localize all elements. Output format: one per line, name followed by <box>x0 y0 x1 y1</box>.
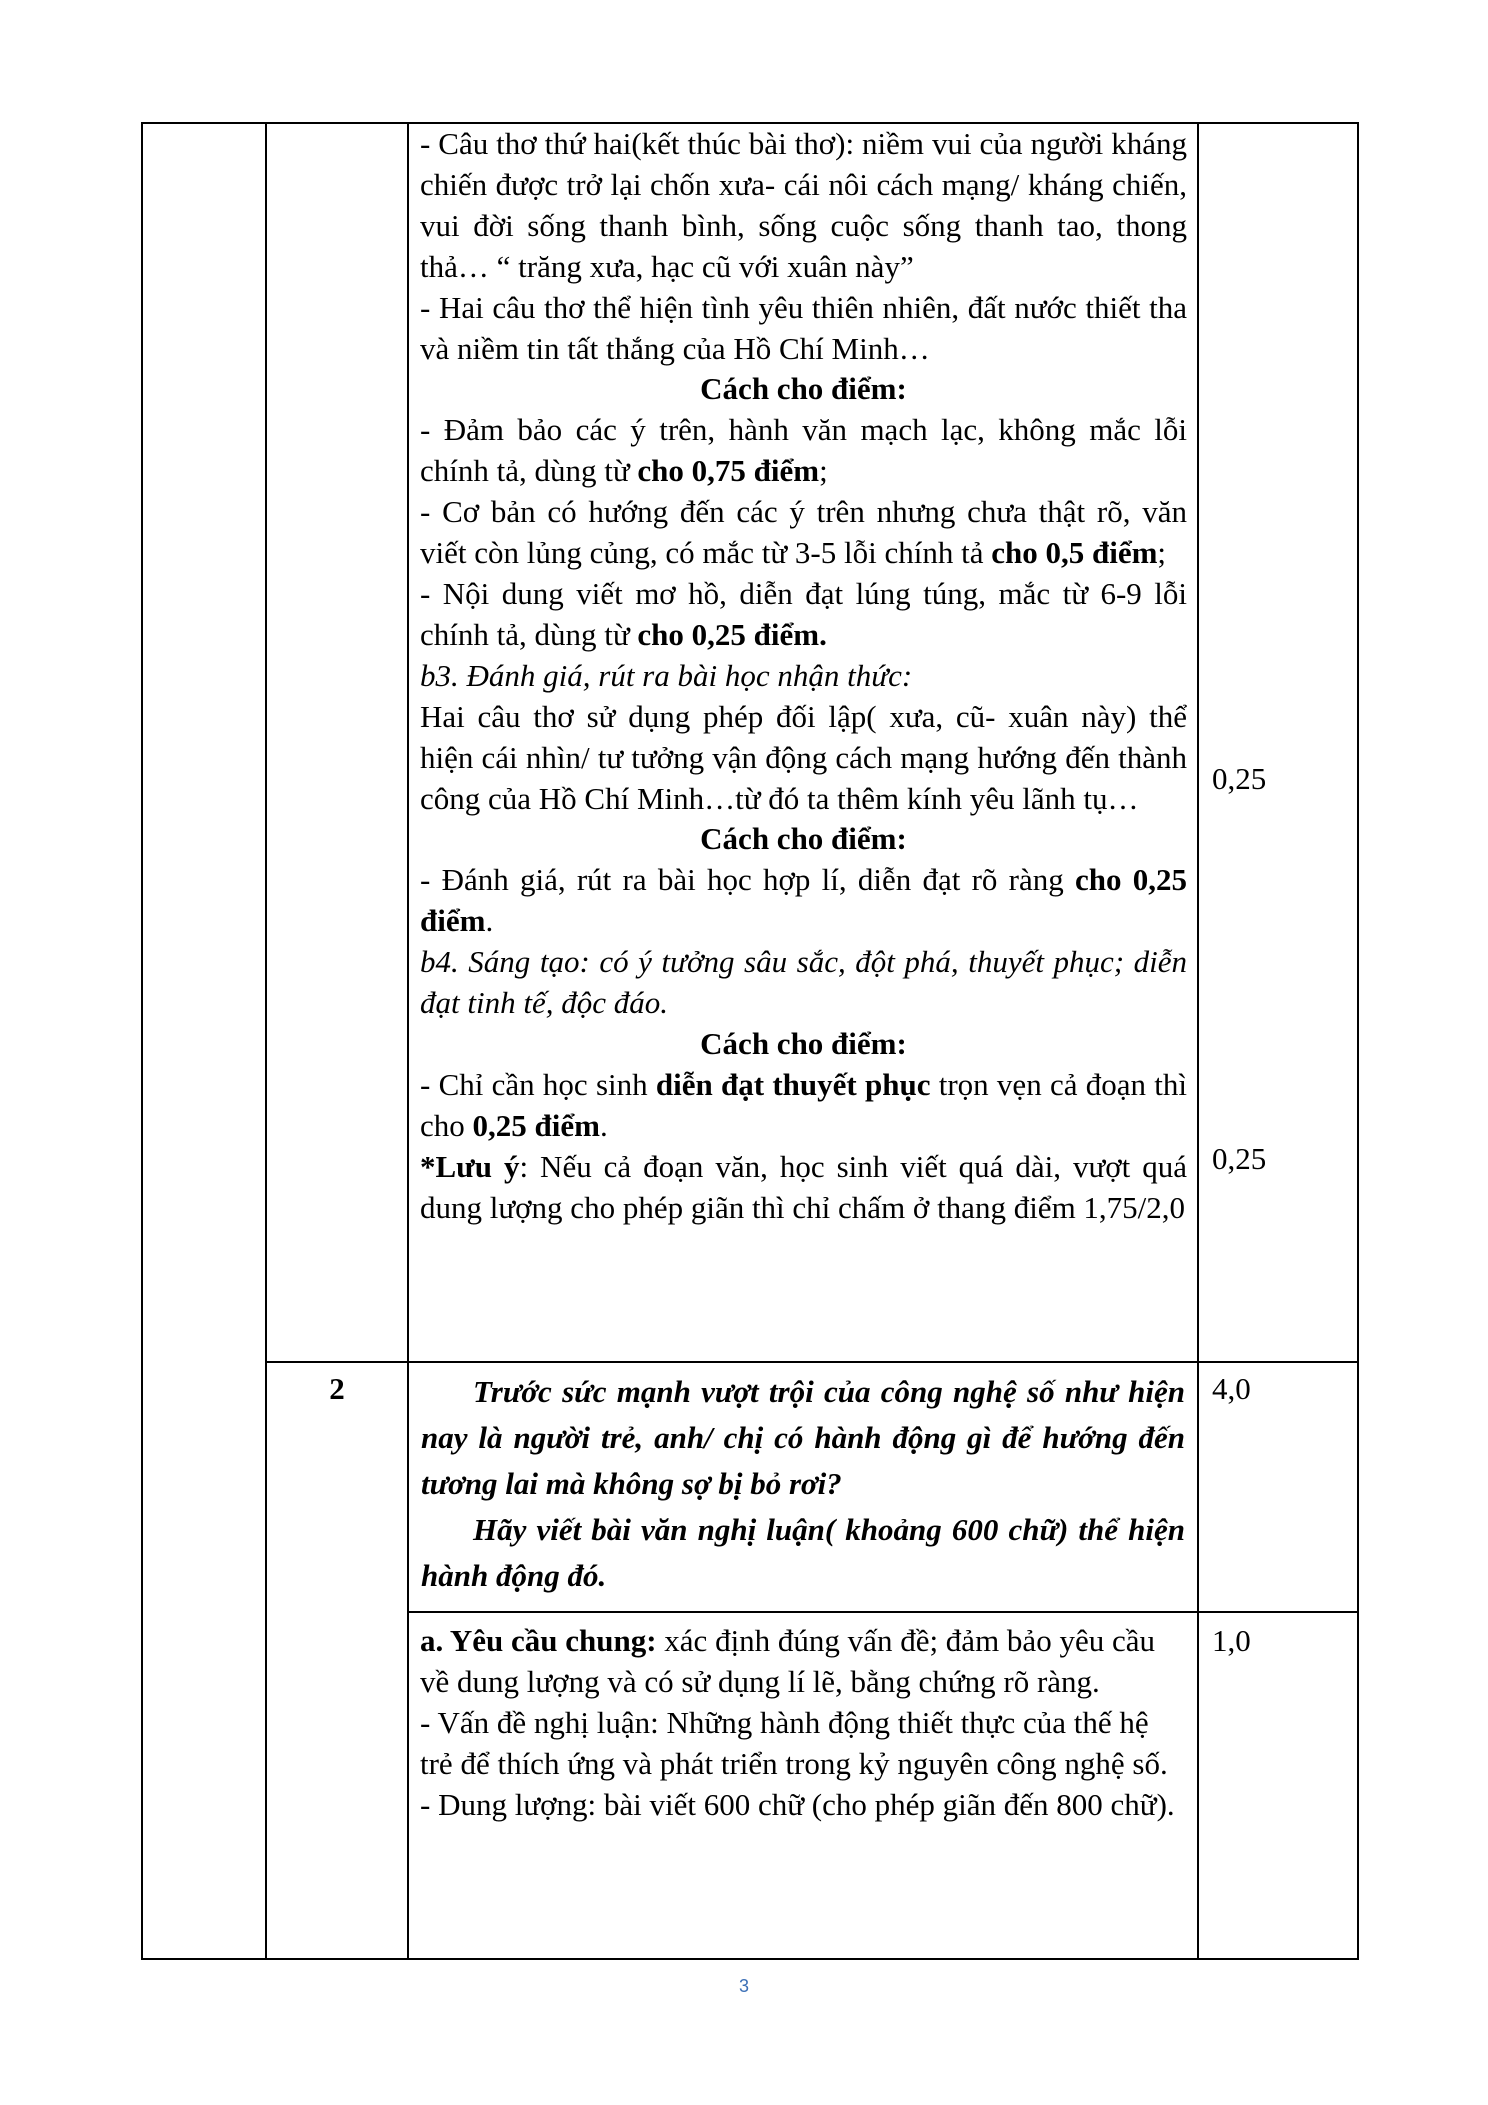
paragraph: - Câu thơ thứ hai(kết thúc bài thơ): niềm vui của người kháng chiến được trở lại chốn xưa- cái nôi cách mạng/ kháng chiến, vui đời sống thanh bình, sống cuộc sống thanh tao, thong thả… “ trăng xưa, hạc cũ với xuân này” <box>420 126 1187 284</box>
content-cell <box>408 123 1198 1362</box>
table-row <box>142 123 1358 1362</box>
requirement: - Vấn đề nghị luận: Những hành động thiết thực của thế hệ trẻ để thích ứng và phát triển trong kỷ nguyên công nghệ số. <box>420 1704 1168 1781</box>
page-number: 3 <box>738 1976 749 1996</box>
scoring-heading: Cách cho điểm: <box>700 821 907 857</box>
scoring-criterion: - Nội dung viết mơ hồ, diễn đạt lúng túng, mắc từ 6-9 lỗi chính tả, dùng từ cho 0,25 điểm. <box>420 575 1187 652</box>
requirement: a. Yêu cầu chung: xác định đúng vấn đề; đảm bảo yêu cầu về dung lượng và có sử dụng lí lẽ, bằng chứng rõ ràng. <box>420 1623 1155 1699</box>
table-row <box>142 1362 1358 1612</box>
scoring-criterion: - Chỉ cần học sinh diễn đạt thuyết phục trọn vẹn cả đoạn thì cho 0,25 điểm. <box>420 1066 1187 1143</box>
scoring-heading: Cách cho điểm: <box>700 371 907 407</box>
scoring-criterion: - Đảm bảo các ý trên, hành văn mạch lạc, không mắc lỗi chính tả, dùng từ cho 0,75 điểm; <box>420 412 1187 489</box>
score-cell <box>1198 123 1358 1362</box>
score-value: 1,0 <box>1212 1623 1251 1658</box>
question-number: 2 <box>329 1371 345 1406</box>
score-value: 0,25 <box>1212 1141 1267 1176</box>
question-text: Trước sức mạnh vượt trội của công nghệ số như hiện nay là người trẻ, anh/ chị có hành động gì để hướng đến tương lai mà không sợ bị bỏ rơi? <box>421 1374 1185 1501</box>
score-cell <box>1198 1362 1358 1612</box>
requirement: - Dung lượng: bài viết 600 chữ (cho phép giãn đến 800 chữ). <box>420 1786 1175 1822</box>
grading-table <box>141 122 1359 1960</box>
score-value: 4,0 <box>1212 1371 1251 1406</box>
content-cell <box>408 1612 1198 1959</box>
note: *Lưu ý: Nếu cả đoạn văn, học sinh viết quá dài, vượt quá dung lượng cho phép giãn thì chỉ chấm ở thang điểm 1,75/2,0 <box>420 1148 1187 1225</box>
scoring-criterion: - Đánh giá, rút ra bài học hợp lí, diễn đạt rõ ràng cho 0,25 điểm. <box>420 862 1187 939</box>
question-number-cell <box>266 1362 408 1959</box>
subsection-title: b3. Đánh giá, rút ra bài học nhận thức: <box>420 657 913 693</box>
question-cell <box>408 1362 1198 1612</box>
scoring-criterion: - Cơ bản có hướng đến các ý trên nhưng chưa thật rõ, văn viết còn lủng củng, có mắc từ 3-5 lỗi chính tả cho 0,5 điểm; <box>420 494 1187 571</box>
section-cell <box>142 123 266 1959</box>
question-task: Hãy viết bài văn nghị luận( khoảng 600 chữ) thể hiện hành động đó. <box>421 1512 1185 1593</box>
question-number-cell <box>266 123 408 1362</box>
score-cell <box>1198 1612 1358 1959</box>
paragraph: Hai câu thơ sử dụng phép đối lập( xưa, cũ- xuân này) thể hiện cái nhìn/ tư tưởng vận động cách mạng hướng đến thành công của Hồ Chí Minh…từ đó ta thêm kính yêu lãnh tụ… <box>420 698 1187 816</box>
subsection-title: b4. Sáng tạo: có ý tưởng sâu sắc, đột phá, thuyết phục; diễn đạt tinh tế, độc đáo. <box>420 944 1187 1021</box>
paragraph: - Hai câu thơ thể hiện tình yêu thiên nhiên, đất nước thiết tha và niềm tin tất thắng của Hồ Chí Minh… <box>420 289 1187 366</box>
score-value: 0,25 <box>1212 761 1267 796</box>
scoring-heading: Cách cho điểm: <box>700 1025 907 1061</box>
